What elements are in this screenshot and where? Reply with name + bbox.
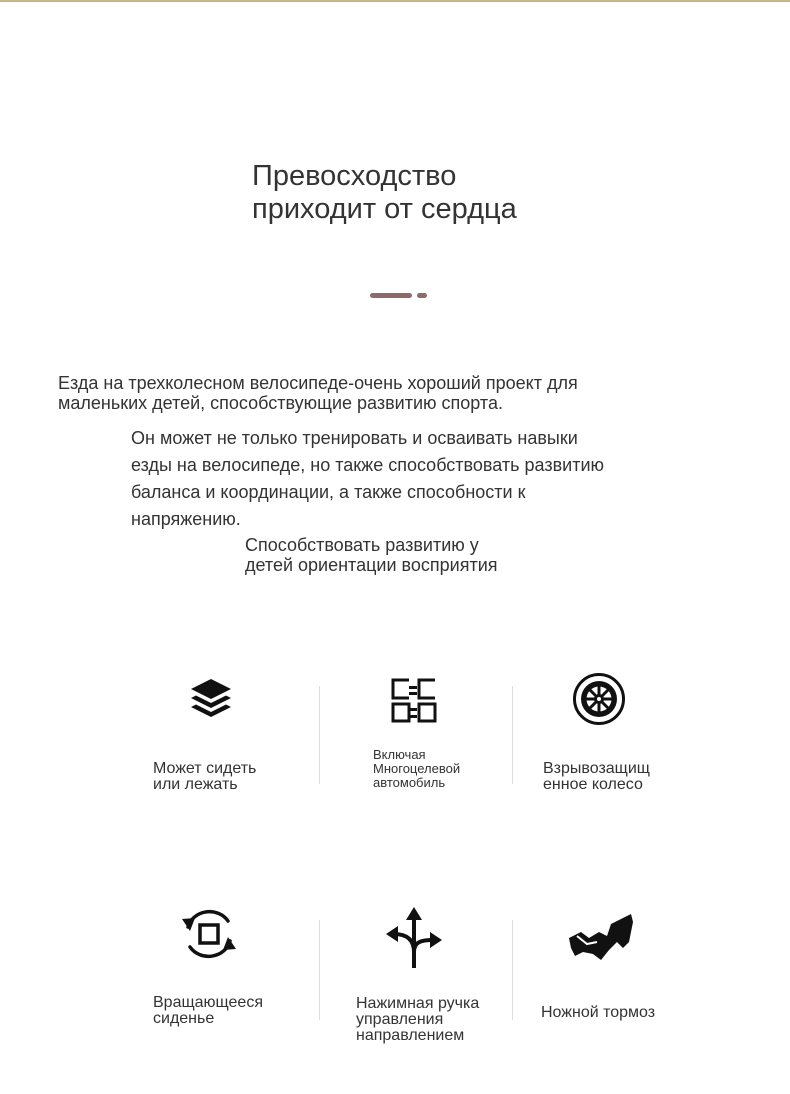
decorative-dash xyxy=(370,293,412,298)
top-border-line xyxy=(0,0,790,2)
page-title xyxy=(252,160,517,226)
feature-label-direction-handle: Нажимная ручка управления направлением xyxy=(356,995,480,1044)
foot-brake-icon xyxy=(567,912,635,962)
feature-divider xyxy=(319,686,320,784)
wheel-icon xyxy=(572,672,626,726)
feature-label-wheel: Взрывозащищ енное колесо xyxy=(543,760,650,793)
layers-icon xyxy=(188,677,234,723)
title-line-1: Превосходство xyxy=(252,160,457,192)
intro-p2-line: напряжению. xyxy=(131,509,241,529)
feature-label-foot-brake: Ножной тормоз xyxy=(541,1004,656,1021)
grid-squares-icon xyxy=(390,678,438,724)
feature-label-multipurpose: Включая Многоцелевой автомобиль xyxy=(373,747,461,790)
rotate-seat-icon xyxy=(180,905,238,963)
intro-p3-line: Способствовать развитию у xyxy=(245,535,479,555)
feature-divider xyxy=(319,920,320,1020)
title-line-2: приходит от сердца xyxy=(252,193,517,225)
intro-p2-line: Он может не только тренировать и осваивать навыки xyxy=(131,428,578,448)
decorative-dot xyxy=(417,293,427,298)
feature-divider xyxy=(512,920,513,1020)
intro-p3-line: детей ориентации восприятия xyxy=(245,555,498,575)
intro-paragraph-1 xyxy=(58,373,698,413)
intro-p1-line: маленьких детей, способствующие развитию спорта. xyxy=(58,393,503,413)
intro-paragraph-3 xyxy=(245,535,645,575)
intro-p2-line: баланса и координации, а также способности к xyxy=(131,482,526,502)
direction-arrows-icon xyxy=(385,906,443,970)
feature-label-rotating-seat: Вращающееся сиденье xyxy=(153,994,263,1027)
feature-divider xyxy=(512,686,513,784)
intro-paragraph-2 xyxy=(131,425,691,533)
intro-p2-line: езды на велосипеде, но также способствовать развитию xyxy=(131,455,605,475)
intro-p1-line: Езда на трехколесном велосипеде-очень хороший проект для xyxy=(58,373,578,393)
feature-label-sit-lie: Может сидеть или лежать xyxy=(153,760,257,793)
